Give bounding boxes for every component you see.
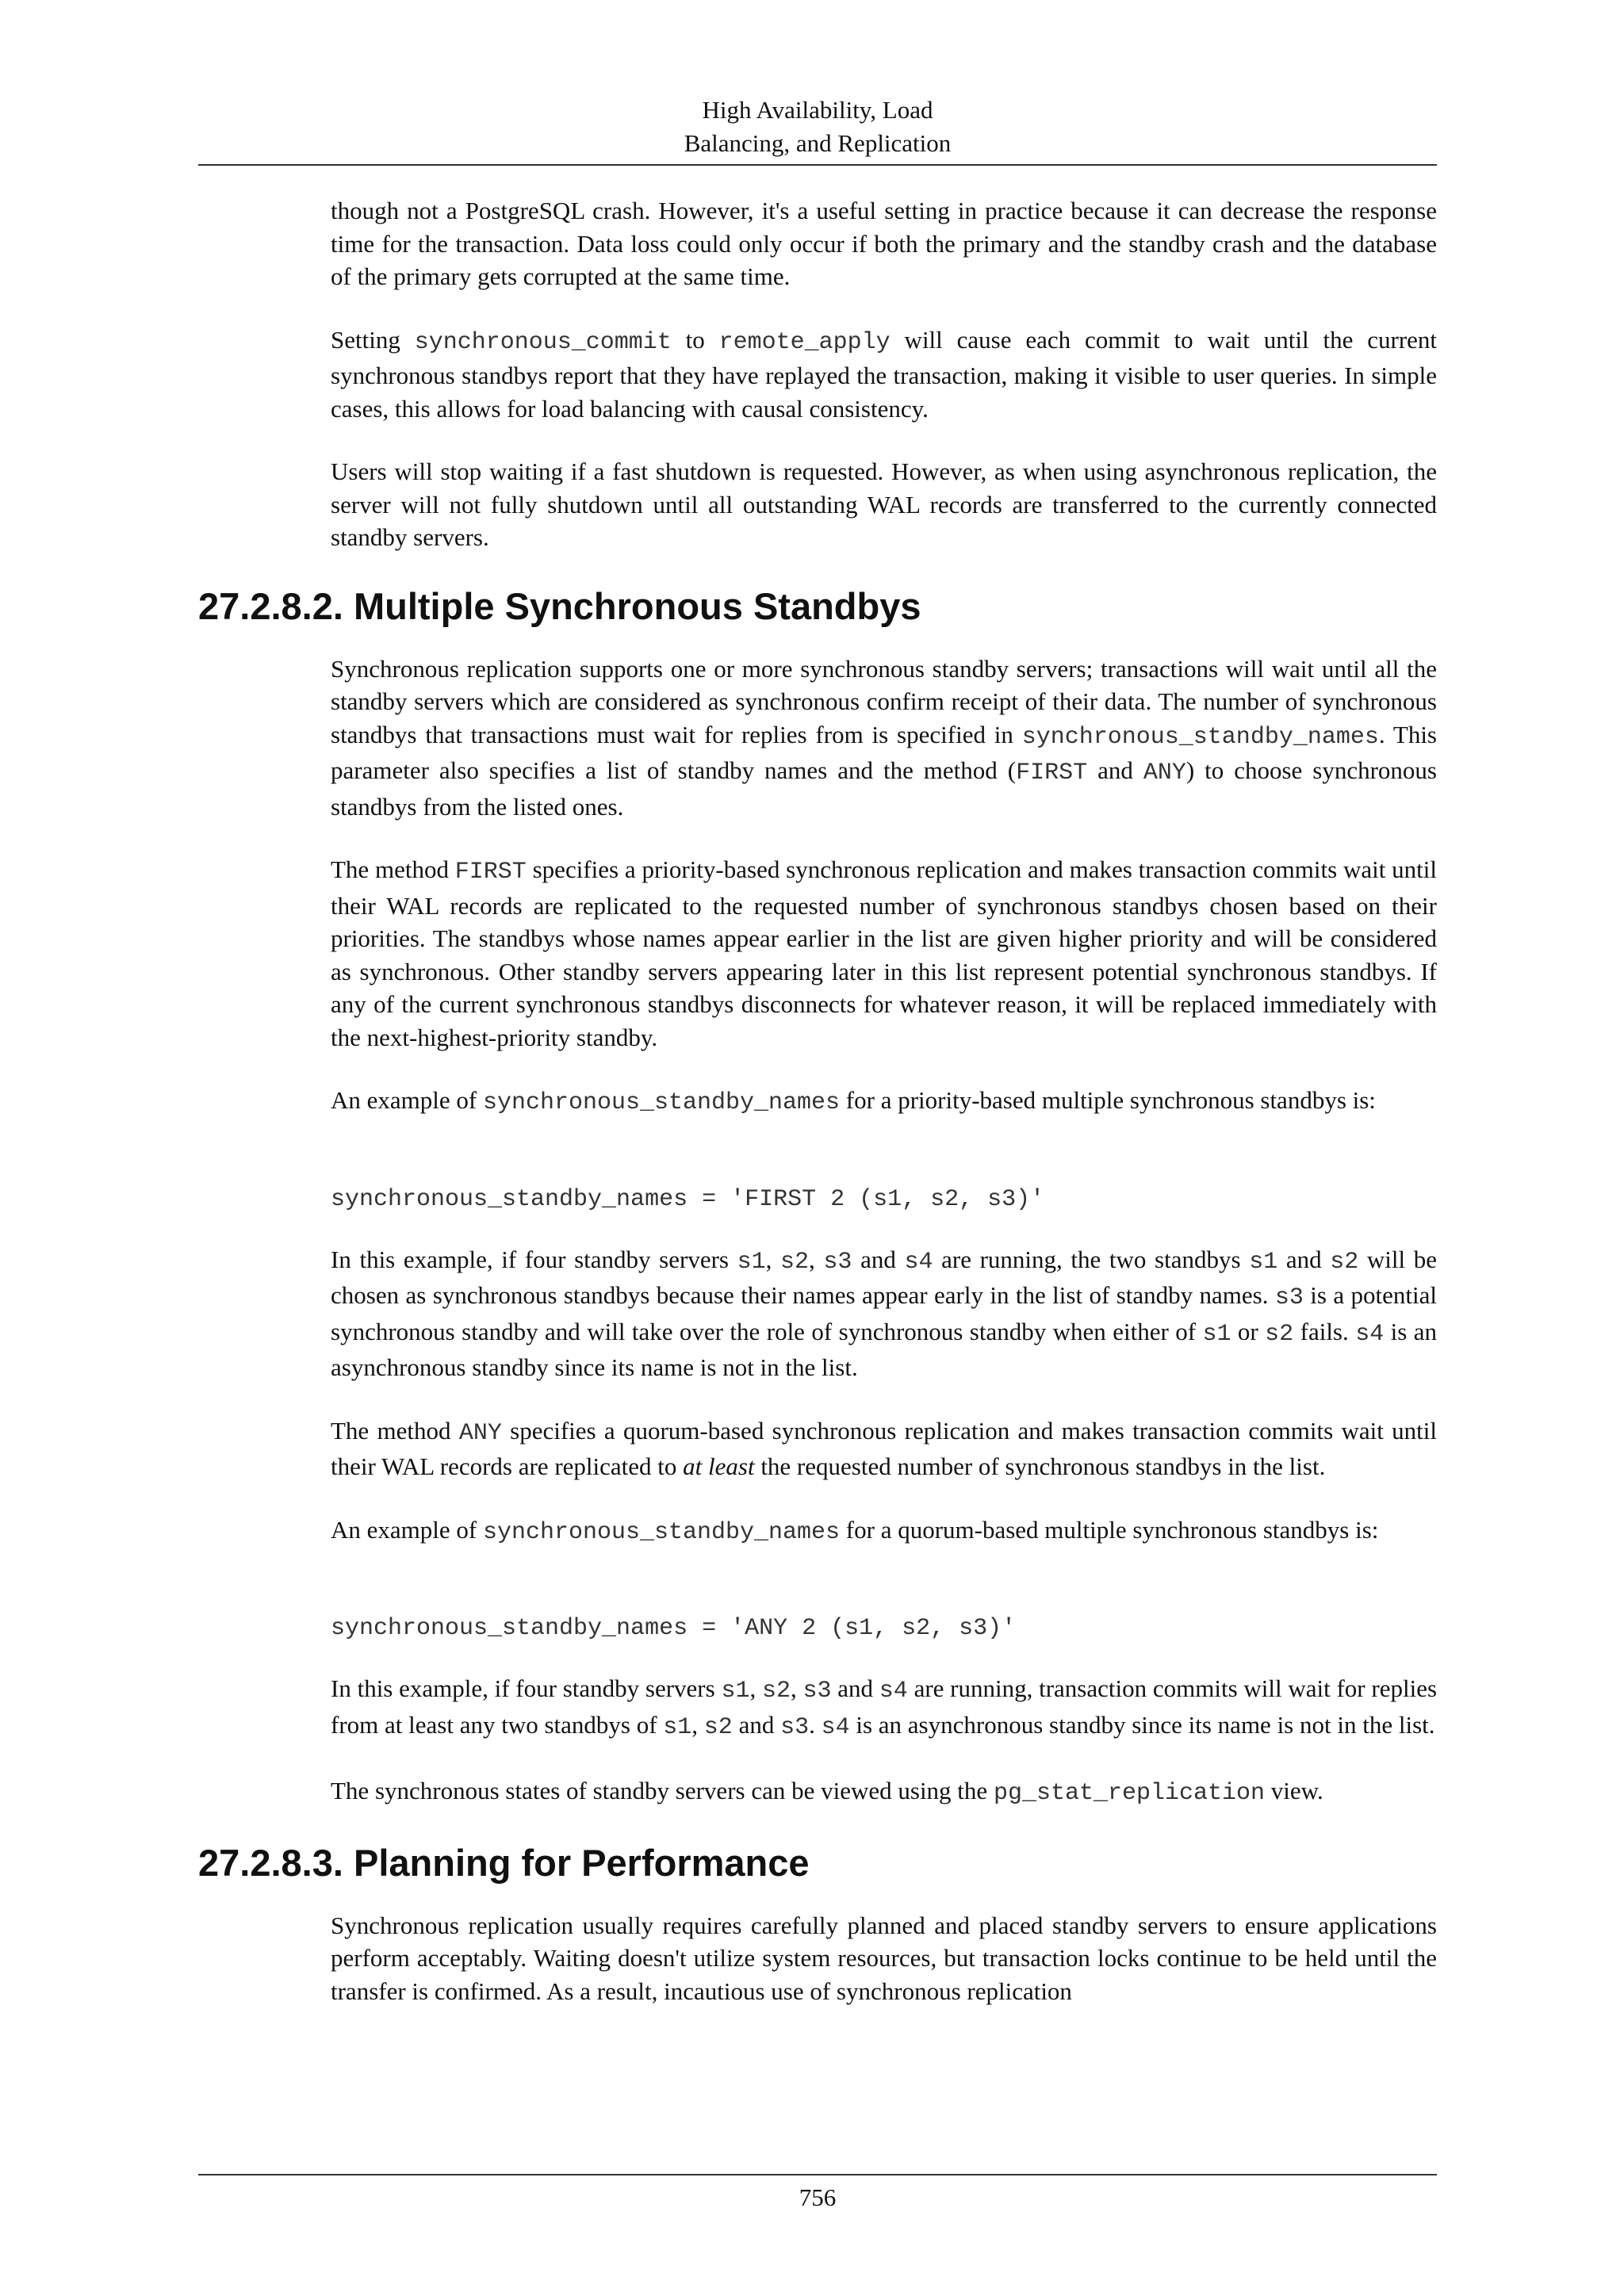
text: and bbox=[1277, 1245, 1331, 1273]
header-line-1: High Availability, Load bbox=[702, 96, 933, 124]
text: specifies a priority-based synchronous replication and makes transaction commits wait until their WAL records are replicated to the requested number of synchronous standbys chosen based on their priorities. The standbys whose names appear earlier in the list are given higher priority and will be considered as synchronous. Other standby servers appearing later in this list represent potential synchronous standbys. If any of the current synchronous standbys disconnects for whatever reason, it will be replaced immediately with the next-highest-priority standby. bbox=[331, 855, 1437, 1051]
text: is an asynchronous standby since its name is not in the list. bbox=[849, 1710, 1435, 1739]
emphasis-at-least: at least bbox=[683, 1452, 755, 1480]
text: and bbox=[852, 1245, 905, 1273]
text: , bbox=[749, 1674, 762, 1702]
text: will be chosen as synchronous standbys because their names appear early in the list of standby names. bbox=[331, 1245, 1437, 1309]
intro-paragraph-2 bbox=[331, 323, 1437, 426]
text: view. bbox=[1265, 1777, 1323, 1804]
code-example-any: synchronous_standby_names = 'ANY 2 (s1, s2, s3)' bbox=[331, 1615, 1017, 1642]
code-s3: s3 bbox=[823, 1248, 852, 1276]
text: Setting bbox=[331, 325, 415, 354]
code-first: FIRST bbox=[454, 859, 527, 886]
section1-paragraph-3 bbox=[331, 1084, 1437, 1120]
section2-paragraph-1: Synchronous replication usually requires carefully planned and placed standby servers to ensure applications perform acceptably. Waiting doesn't utilize system resources, but transaction locks continue to be held until the transfer is confirmed. As a result, incautious use of synchronous replication bbox=[331, 1911, 1437, 2005]
code-s2: s2 bbox=[1265, 1320, 1294, 1348]
code-s4: s4 bbox=[904, 1248, 933, 1276]
text: and bbox=[831, 1674, 879, 1702]
code-s4: s4 bbox=[821, 1713, 850, 1741]
text: fails. bbox=[1293, 1317, 1356, 1345]
code-pg-stat-replication: pg_stat_replication bbox=[993, 1780, 1265, 1807]
code-synchronous-standby-names: synchronous_standby_names bbox=[482, 1518, 841, 1546]
code-s2: s2 bbox=[1330, 1248, 1359, 1276]
text: or bbox=[1231, 1317, 1266, 1345]
text: for a priority-based multiple synchronous standbys is: bbox=[840, 1086, 1376, 1114]
text: , bbox=[691, 1710, 704, 1739]
section1-paragraph-6 bbox=[331, 1513, 1437, 1550]
section1-paragraph-7 bbox=[331, 1672, 1437, 1744]
code-synchronous-commit: synchronous_commit bbox=[414, 328, 672, 356]
code-s3: s3 bbox=[780, 1713, 810, 1741]
text: will cause each commit to wait until the current synchronous standbys report that they have replayed the transaction, making it visible to user queries. In simple cases, this allows for load balancing with causal consistency. bbox=[331, 325, 1438, 423]
code-s1: s1 bbox=[737, 1248, 766, 1276]
code-s2: s2 bbox=[780, 1248, 810, 1276]
code-synchronous-standby-names: synchronous_standby_names bbox=[1021, 723, 1379, 751]
code-remote-apply: remote_apply bbox=[718, 328, 891, 356]
text: The synchronous states of standby servers can be viewed using the bbox=[331, 1777, 994, 1804]
text: to bbox=[671, 325, 719, 354]
code-first: FIRST bbox=[1016, 760, 1088, 786]
text: Synchronous replication supports one or more synchronous standby servers; transactions will wait until all the standby servers which are considered as synchronous confirm receipt of their data. The number of synchronous standbys that transactions must wait for replies from is specified in bbox=[331, 654, 1437, 748]
section1-paragraph-5 bbox=[331, 1414, 1437, 1483]
code-s2: s2 bbox=[703, 1713, 733, 1741]
code-s1: s1 bbox=[1249, 1248, 1278, 1276]
code-s4: s4 bbox=[879, 1678, 908, 1705]
section1-paragraph-2 bbox=[331, 853, 1437, 1054]
text: is an asynchronous standby since its name is not in the list. bbox=[331, 1317, 1438, 1381]
code-any: ANY bbox=[458, 1419, 502, 1447]
code-any: ANY bbox=[1143, 760, 1186, 786]
header-line-2: Balancing, and Replication bbox=[684, 129, 952, 157]
text: specifies a quorum-based synchronous replication and makes transaction commits wait until their WAL records are replicated to bbox=[331, 1416, 1438, 1480]
text: , bbox=[791, 1674, 803, 1702]
text: An example of bbox=[331, 1086, 483, 1114]
section1-paragraph-4 bbox=[331, 1243, 1437, 1384]
section-heading-multiple-synchronous-standbys: 27.2.8.2. Multiple Synchronous Standbys bbox=[198, 584, 921, 627]
section1-paragraph-8 bbox=[331, 1774, 1437, 1811]
text: are running, the two standbys bbox=[933, 1245, 1250, 1273]
text: ) to choose synchronous standbys from the listed ones. bbox=[331, 756, 1437, 821]
text: . This parameter also specifies a list of standby names and the method ( bbox=[331, 720, 1437, 784]
code-example-first: synchronous_standby_names = 'FIRST 2 (s1, s2, s3)' bbox=[331, 1185, 1045, 1213]
intro-paragraph-3: Users will stop waiting if a fast shutdown is requested. However, as when using asynchronous replication, the server will not fully shutdown until all outstanding WAL records are transferred to the currently connected standby servers. bbox=[331, 457, 1437, 551]
page-number: 756 bbox=[799, 2183, 837, 2211]
code-s4: s4 bbox=[1355, 1320, 1385, 1348]
code-synchronous-standby-names: synchronous_standby_names bbox=[482, 1089, 841, 1116]
code-s1: s1 bbox=[663, 1713, 692, 1741]
text: for a quorum-based multiple synchronous standbys is: bbox=[840, 1515, 1379, 1544]
code-s3: s3 bbox=[1274, 1284, 1304, 1311]
intro-paragraph-1: though not a PostgreSQL crash. However, it's a useful setting in practice because it can decrease the response time for the transaction. Data loss could only occur if both the primary and the standby crash and the database of the primary gets corrupted at the same time. bbox=[331, 197, 1437, 290]
text: The method bbox=[331, 855, 455, 883]
code-s3: s3 bbox=[802, 1678, 832, 1705]
text: An example of bbox=[331, 1515, 483, 1544]
code-s1: s1 bbox=[1202, 1320, 1231, 1348]
section1-paragraph-1 bbox=[331, 652, 1437, 824]
text: In this example, if four standby servers bbox=[331, 1245, 737, 1273]
footer-rule bbox=[198, 2174, 1437, 2175]
text: The method bbox=[331, 1416, 459, 1445]
header-rule bbox=[198, 164, 1437, 166]
text: and bbox=[732, 1710, 781, 1739]
text: In this example, if four standby servers bbox=[331, 1674, 722, 1702]
text: , bbox=[765, 1245, 781, 1273]
body-text bbox=[198, 194, 1438, 2038]
text: and bbox=[1087, 756, 1143, 784]
text: the requested number of synchronous standbys in the list. bbox=[754, 1452, 1326, 1480]
code-s2: s2 bbox=[761, 1678, 791, 1705]
text: , bbox=[809, 1245, 824, 1273]
section-heading-planning-for-performance: 27.2.8.3. Planning for Performance bbox=[198, 1841, 810, 1884]
running-header bbox=[198, 94, 1437, 160]
text: is a potential synchronous standby and will take over the role of synchronous standby when either of bbox=[331, 1281, 1437, 1345]
code-s1: s1 bbox=[721, 1678, 750, 1705]
text: . bbox=[809, 1710, 822, 1739]
text: are running, transaction commits will wait for replies from at least any two standbys of bbox=[331, 1674, 1438, 1739]
